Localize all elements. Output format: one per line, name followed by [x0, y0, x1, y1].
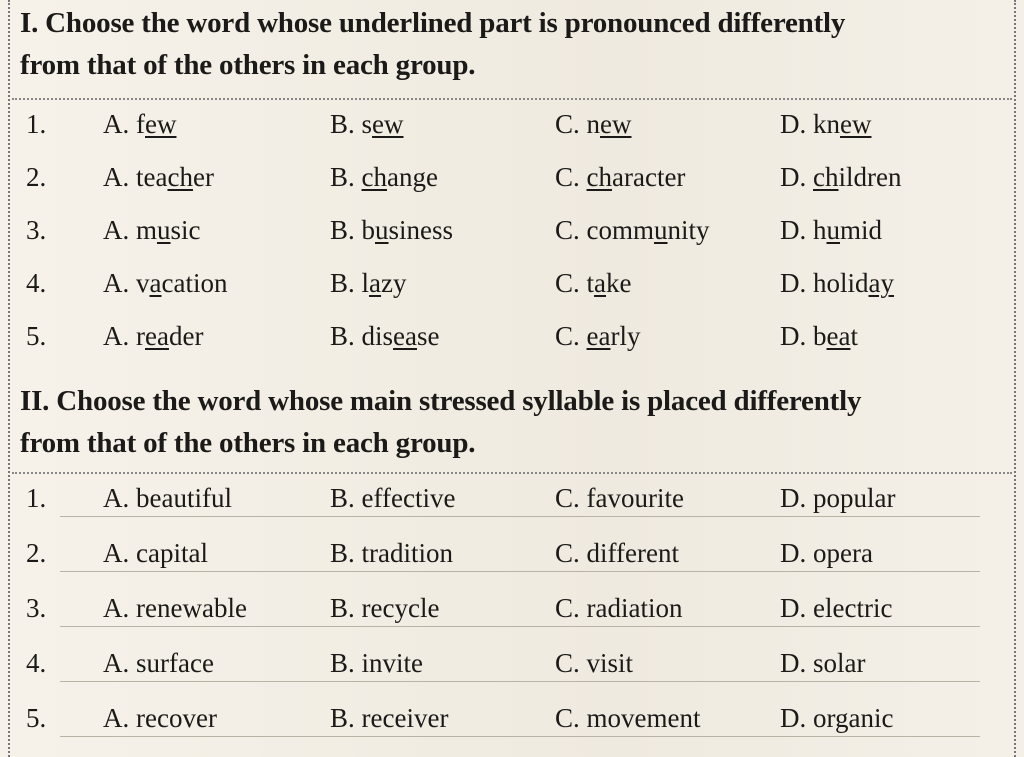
option-word-start: different	[586, 538, 679, 568]
section-1-divider	[12, 98, 1012, 100]
answer-option	[555, 533, 679, 573]
section-1-heading	[20, 2, 1010, 86]
option-word-start: h	[813, 215, 827, 245]
answer-option	[103, 104, 176, 144]
option-letter: A.	[103, 538, 130, 568]
option-letter: D.	[780, 703, 807, 733]
answer-option	[103, 533, 208, 573]
option-letter: C.	[555, 593, 580, 623]
option-letter: C.	[555, 648, 580, 678]
option-letter: C.	[555, 483, 580, 513]
question-number: 3.	[26, 215, 47, 245]
option-word-end: nity	[667, 215, 710, 245]
option-underlined-part: ew	[840, 109, 872, 139]
answer-option	[330, 698, 448, 738]
question-row	[0, 157, 1024, 197]
answer-option	[330, 210, 453, 250]
question-row	[0, 698, 1024, 738]
answer-option	[330, 588, 439, 628]
option-letter: A.	[103, 483, 130, 513]
answer-option	[555, 104, 632, 144]
row-ruled-line	[60, 626, 980, 627]
option-letter: A.	[103, 703, 130, 733]
answer-option	[780, 533, 873, 573]
question-number: 5.	[26, 321, 47, 351]
option-underlined-part: a	[369, 268, 382, 298]
option-underlined-part: u	[826, 215, 840, 245]
question-number: 4.	[26, 268, 47, 298]
option-word-start: holid	[813, 268, 869, 298]
section-2-heading	[20, 380, 1010, 464]
section-2-heading-line-1: II. Choose the word whose main stressed syllable is placed differently	[20, 385, 862, 417]
option-word-start: f	[136, 109, 145, 139]
option-letter: D.	[780, 648, 807, 678]
option-letter: A.	[103, 268, 130, 298]
answer-option	[780, 263, 894, 303]
answer-option	[780, 478, 895, 518]
option-letter: D.	[780, 483, 807, 513]
answer-option	[103, 698, 217, 738]
option-word-start: recycle	[361, 593, 440, 623]
question-row	[0, 643, 1024, 683]
option-letter: C.	[555, 268, 580, 298]
option-underlined-part: ea	[586, 321, 611, 351]
option-letter: D.	[780, 215, 807, 245]
option-letter: A.	[103, 109, 130, 139]
option-underlined-part: u	[157, 215, 171, 245]
option-word-start: comm	[586, 215, 655, 245]
answer-option	[103, 478, 232, 518]
option-letter: B.	[330, 162, 355, 192]
answer-option	[780, 316, 858, 356]
option-word-end: rly	[610, 321, 641, 351]
answer-option	[103, 316, 203, 356]
option-word-start: beautiful	[136, 483, 232, 513]
option-word-start: recover	[136, 703, 217, 733]
answer-option	[555, 210, 710, 250]
question-number: 2.	[26, 162, 47, 192]
option-word-start: receiver	[361, 703, 449, 733]
option-letter: D.	[780, 109, 807, 139]
answer-option	[330, 316, 440, 356]
answer-option	[780, 157, 901, 197]
question-number: 2.	[26, 538, 47, 568]
option-word-start: t	[586, 268, 595, 298]
option-underlined-part: u	[375, 215, 389, 245]
option-word-start: movement	[586, 703, 701, 733]
answer-option	[555, 316, 640, 356]
option-underlined-part: a	[149, 268, 162, 298]
option-word-start: popular	[813, 483, 896, 513]
option-underlined-part: ea	[393, 321, 417, 351]
option-word-end: der	[168, 321, 204, 351]
option-underlined-part: ch	[586, 162, 612, 192]
option-underlined-part: ew	[372, 109, 404, 139]
option-underlined-part: ch	[361, 162, 387, 192]
answer-option	[103, 588, 247, 628]
option-underlined-part: ay	[868, 268, 894, 298]
option-letter: D.	[780, 321, 807, 351]
question-number: 1.	[26, 109, 47, 139]
question-row	[0, 588, 1024, 628]
option-word-end: t	[850, 321, 858, 351]
option-letter: A.	[103, 215, 130, 245]
answer-option	[555, 263, 632, 303]
option-word-start: dis	[361, 321, 394, 351]
option-underlined-part: ch	[813, 162, 839, 192]
option-underlined-part: ew	[600, 109, 632, 139]
answer-option	[330, 478, 455, 518]
option-letter: A.	[103, 162, 130, 192]
option-letter: C.	[555, 162, 580, 192]
answer-option	[330, 263, 407, 303]
option-word-start: solar	[813, 648, 866, 678]
option-word-start: opera	[813, 538, 873, 568]
option-letter: B.	[330, 321, 355, 351]
answer-option	[330, 157, 438, 197]
option-word-start: r	[136, 321, 145, 351]
option-word-start: kn	[813, 109, 840, 139]
section-2-heading-line-2: from that of the others in each group.	[20, 427, 476, 459]
option-word-start: b	[361, 215, 376, 245]
option-letter: B.	[330, 593, 355, 623]
option-word-start: favourite	[586, 483, 684, 513]
option-word-start: surface	[136, 648, 214, 678]
option-letter: C.	[555, 215, 580, 245]
option-word-end: ange	[387, 162, 438, 192]
option-underlined-part: ea	[145, 321, 169, 351]
option-letter: B.	[330, 703, 355, 733]
option-letter: D.	[780, 538, 807, 568]
question-row	[0, 533, 1024, 573]
option-word-end: zy	[381, 268, 407, 298]
answer-option	[555, 157, 685, 197]
section-1-heading-line-1: I. Choose the word whose underlined part is pronounced differently	[20, 7, 846, 39]
question-row	[0, 104, 1024, 144]
answer-option	[103, 157, 214, 197]
option-letter: B.	[330, 483, 355, 513]
answer-option	[780, 698, 893, 738]
option-letter: B.	[330, 109, 355, 139]
option-word-end: siness	[388, 215, 454, 245]
option-word-start: v	[136, 268, 150, 298]
answer-option	[103, 643, 214, 683]
option-letter: C.	[555, 109, 580, 139]
option-word-start: organic	[813, 703, 894, 733]
answer-option	[780, 643, 865, 683]
option-letter: D.	[780, 268, 807, 298]
option-underlined-part: ew	[145, 109, 177, 139]
answer-option	[103, 210, 201, 250]
option-letter: D.	[780, 593, 807, 623]
option-letter: C.	[555, 321, 580, 351]
answer-option	[780, 104, 871, 144]
answer-option	[555, 698, 701, 738]
option-word-start: invite	[361, 648, 424, 678]
option-letter: A.	[103, 321, 130, 351]
option-word-start: renewable	[136, 593, 247, 623]
answer-option	[555, 588, 682, 628]
row-ruled-line	[60, 736, 980, 737]
option-letter: B.	[330, 538, 355, 568]
option-word-end: se	[417, 321, 440, 351]
answer-option	[330, 104, 404, 144]
option-word-start: electric	[813, 593, 893, 623]
question-number: 5.	[26, 703, 47, 733]
option-word-end: ildren	[838, 162, 902, 192]
option-letter: D.	[780, 162, 807, 192]
answer-option	[330, 533, 453, 573]
answer-option	[555, 478, 684, 518]
option-letter: B.	[330, 215, 355, 245]
section-1-heading-line-2: from that of the others in each group.	[20, 49, 476, 81]
option-word-end: mid	[840, 215, 883, 245]
option-word-end: ke	[606, 268, 632, 298]
question-row	[0, 478, 1024, 518]
answer-option	[103, 263, 227, 303]
question-row	[0, 263, 1024, 303]
option-word-end: aracter	[612, 162, 686, 192]
question-number: 3.	[26, 593, 47, 623]
answer-option	[780, 588, 892, 628]
question-row	[0, 210, 1024, 250]
option-word-start: l	[361, 268, 370, 298]
option-word-start: tea	[136, 162, 168, 192]
row-ruled-line	[60, 681, 980, 682]
question-row	[0, 316, 1024, 356]
question-number: 4.	[26, 648, 47, 678]
option-letter: A.	[103, 648, 130, 678]
answer-option	[330, 643, 423, 683]
option-underlined-part: a	[594, 268, 607, 298]
option-underlined-part: ea	[826, 321, 851, 351]
option-underlined-part: u	[654, 215, 668, 245]
option-word-start: tradition	[361, 538, 453, 568]
option-letter: B.	[330, 648, 355, 678]
row-ruled-line	[60, 516, 980, 517]
option-word-start: visit	[586, 648, 634, 678]
option-word-start: n	[586, 109, 601, 139]
option-word-end: cation	[161, 268, 228, 298]
option-word-end: er	[192, 162, 214, 192]
option-word-start: capital	[136, 538, 208, 568]
row-ruled-line	[60, 571, 980, 572]
option-word-start: b	[813, 321, 827, 351]
option-word-end: sic	[170, 215, 201, 245]
option-letter: C.	[555, 703, 580, 733]
option-word-start: effective	[361, 483, 456, 513]
option-word-start: s	[361, 109, 373, 139]
option-word-start: radiation	[586, 593, 683, 623]
option-letter: B.	[330, 268, 355, 298]
option-underlined-part: ch	[167, 162, 193, 192]
option-letter: C.	[555, 538, 580, 568]
question-number: 1.	[26, 483, 47, 513]
option-word-start: m	[136, 215, 158, 245]
option-letter: A.	[103, 593, 130, 623]
answer-option	[555, 643, 633, 683]
answer-option	[780, 210, 882, 250]
section-2-divider	[12, 472, 1012, 474]
